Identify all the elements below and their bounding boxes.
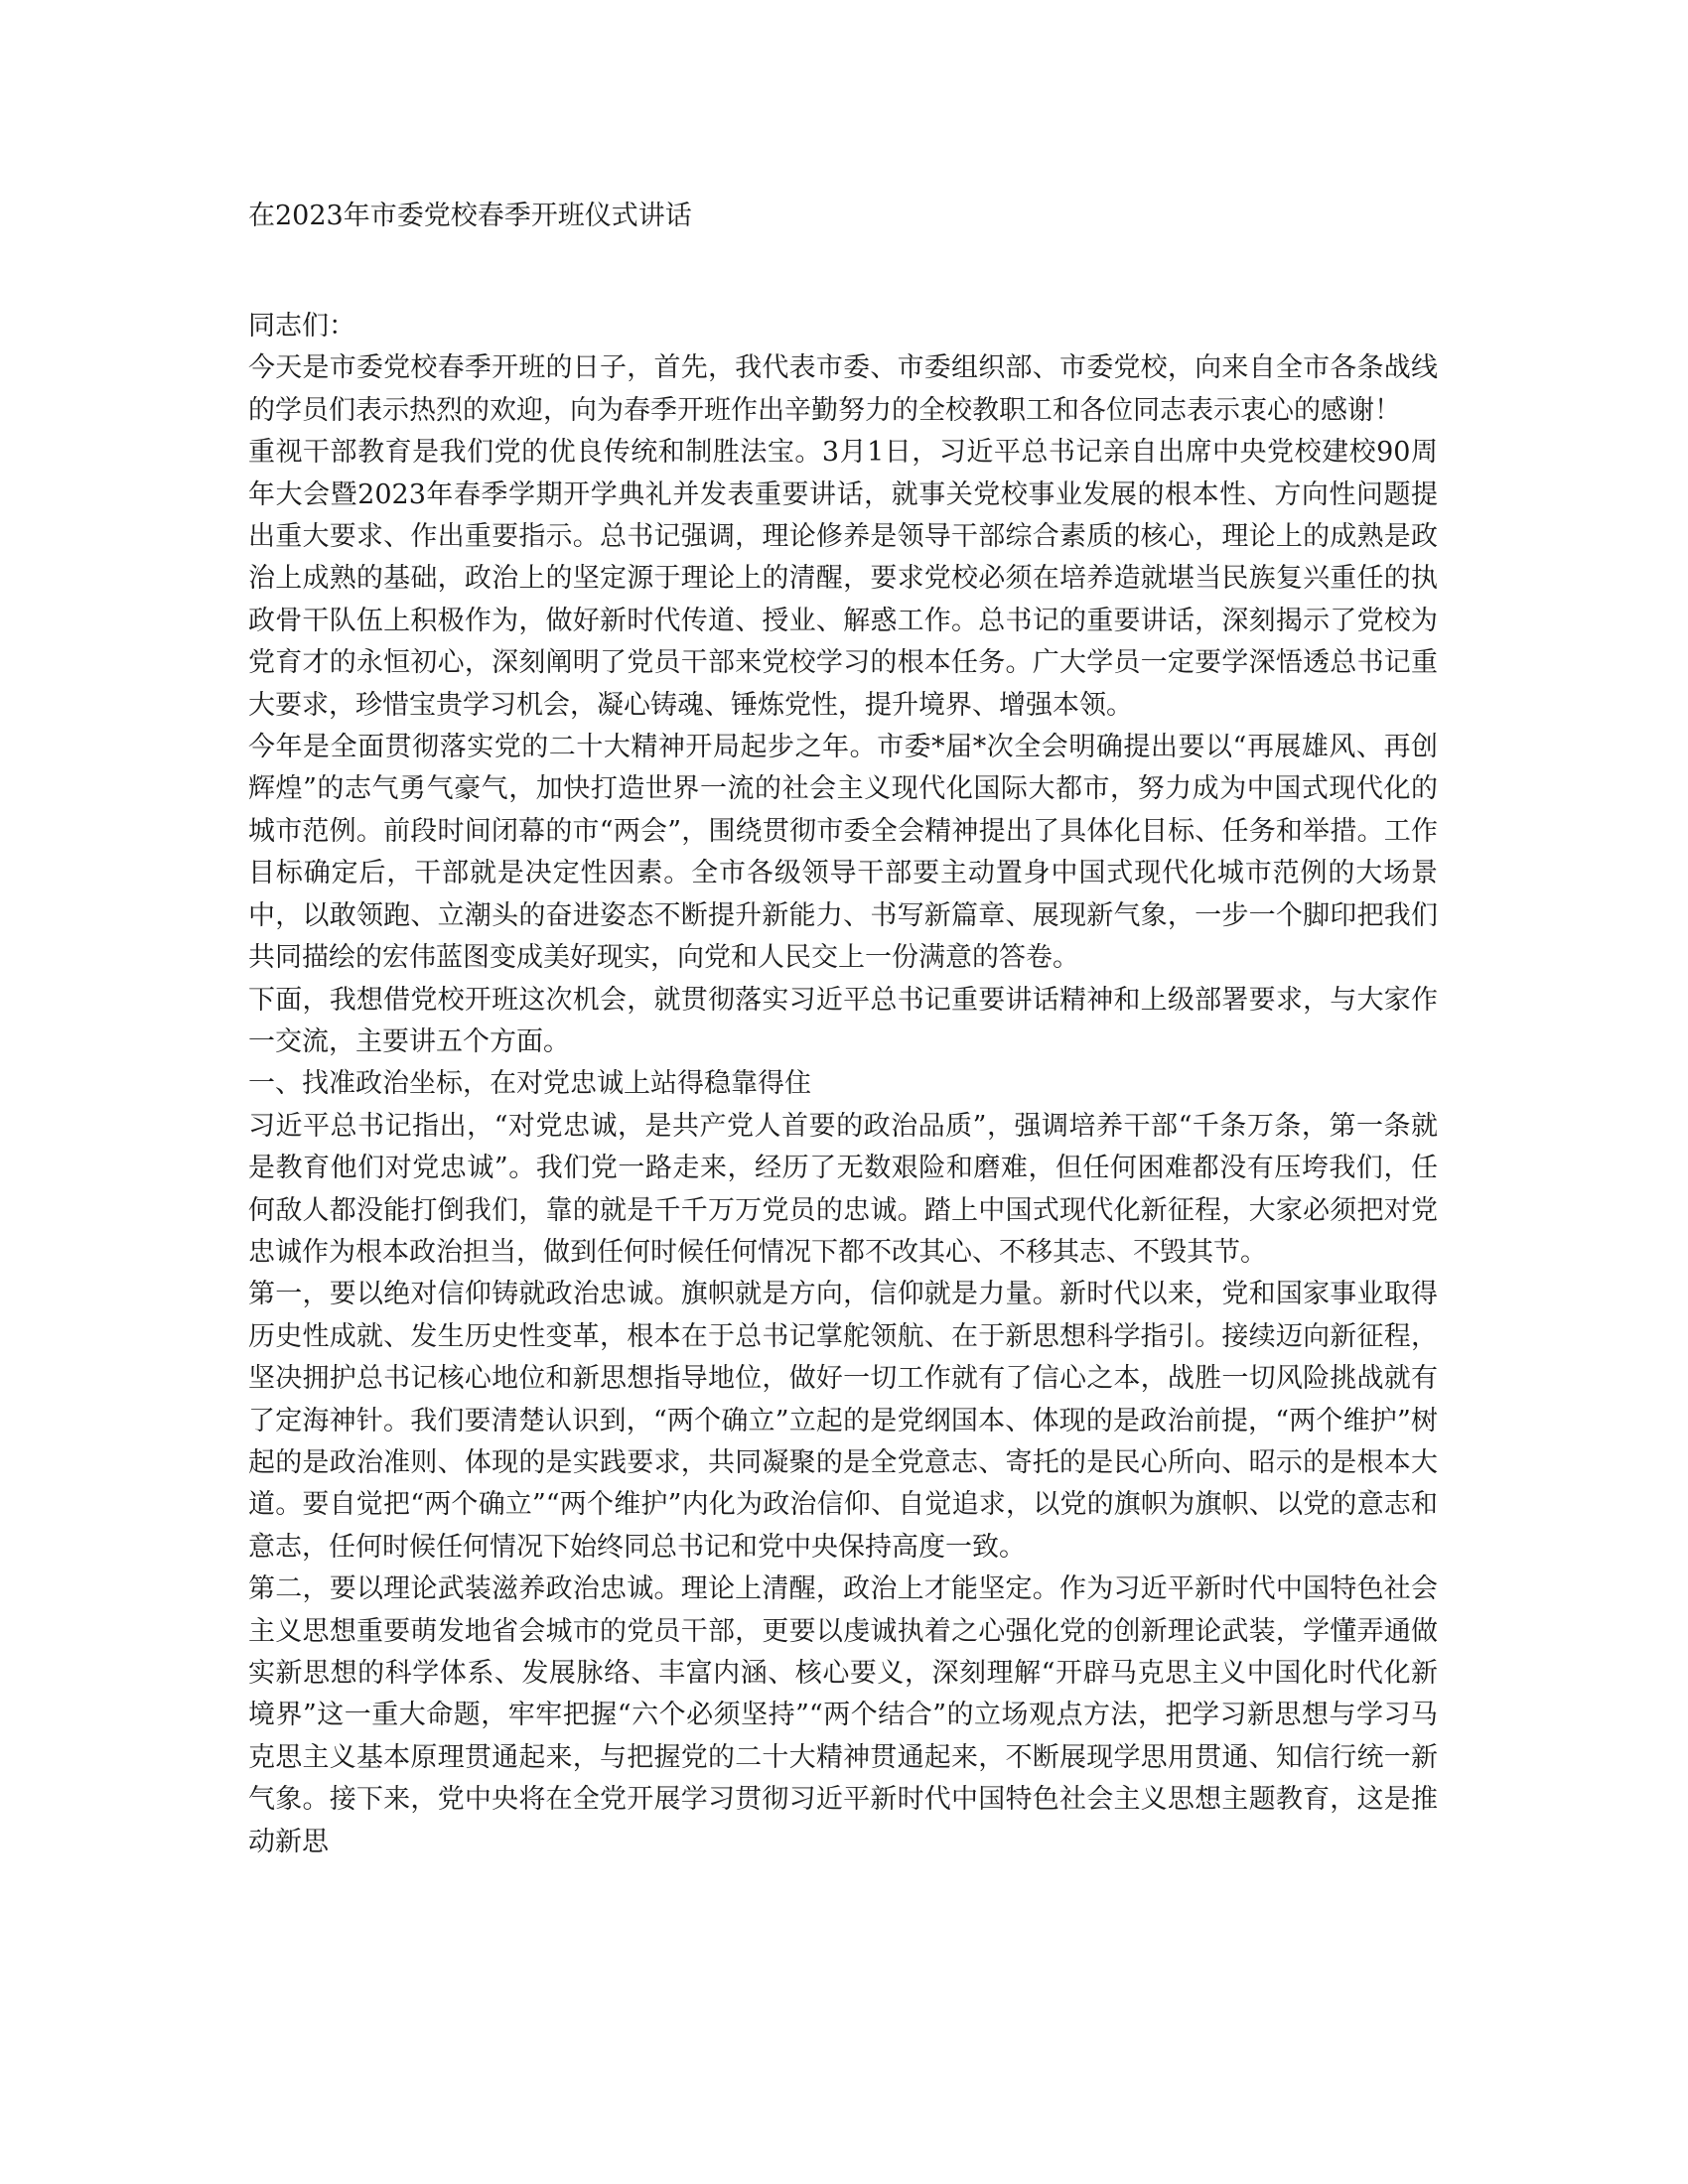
paragraph-cadre-education: 重视干部教育是我们党的优良传统和制胜法宝。3月1日，习近平总书记亲自出席中央党校建校90周年大会暨2023年春季学期开学典礼并发表重要讲话，就事关党校事业发展的根本性、方向性问题提出重大要求、作出重要指示。总书记强调，理论修养是领导干部综合素质的核心，理论上的成熟是政治上成熟的基础，政治上的坚定源于理论上的清醒，要求党校必须在培养造就堪当民族复兴重任的执政骨干队伍上积极作为，做好新时代传道、授业、解惑工作。总书记的重要讲话，深刻揭示了党校为党育才的永恒初心，深刻阐明了党员干部来党校学习的根本任务。广大学员一定要学深悟透总书记重大要求，珍惜宝贵学习机会，凝心铸魂、锤炼党性，提升境界、增强本领。 xyxy=(248,437,1438,721)
paragraph-this-year: 今年是全面贯彻落实党的二十大精神开局起步之年。市委*届*次全会明确提出要以“再展雄风、再创辉煌”的志气勇气豪气，加快打造世界一流的社会主义现代化国际大都市，努力成为中国式现代化的城市范例。前段时间闭幕的市“两会”，围绕贯彻市委全会精神提出了具体化目标、任务和举措。工作目标确定后，干部就是决定性因素。全市各级领导干部要主动置身中国式现代化城市范例的大场景中，以敢领跑、立潮头的奋进姿态不断提升新能力、书写新篇章、展现新气象，一步一个脚印把我们共同描绘的宏伟蓝图变成美好现实，向党和人民交上一份满意的答卷。 xyxy=(248,732,1438,974)
paragraph-point-2: 第二，要以理论武装滋养政治忠诚。理论上清醒，政治上才能坚定。作为习近平新时代中国特色社会主义思想重要萌发地省会城市的党员干部，更要以虔诚执着之心强化党的创新理论武装，学懂弄通做实新思想的科学体系、发展脉络、丰富内涵、核心要义，深刻理解“开辟马克思主义中国化时代化新境界”这一重大命题，牢牢把握“六个必须坚持”“两个结合”的立场观点方法，把学习新思想与学习马克思主义基本原理贯通起来，与把握党的二十大精神贯通起来，不断展现学思用贯通、知信行统一新气象。接下来，党中央将在全党开展学习贯彻习近平新时代中国特色社会主义思想主题教育，这是推动新思 xyxy=(248,1573,1438,1857)
paragraph-point-1: 第一，要以绝对信仰铸就政治忠诚。旗帜就是方向，信仰就是力量。新时代以来，党和国家事业取得历史性成就、发生历史性变革，根本在于总书记掌舵领航、在于新思想科学指引。接续迈向新征程，坚决拥护总书记核心地位和新思想指导地位，做好一切工作就有了信心之本，战胜一切风险挑战就有了定海神针。我们要清楚认识到，“两个确立”立起的是党纲国本、体现的是政治前提，“两个维护”树起的是政治准则、体现的是实践要求，共同凝聚的是全党意志、寄托的是民心所向、昭示的是根本大道。要自觉把“两个确立”“两个维护”内化为政治信仰、自觉追求，以党的旗帜为旗帜、以党的意志和意志，任何时候任何情况下始终同总书记和党中央保持高度一致。 xyxy=(248,1279,1438,1563)
paragraph-intro-five-aspects: 下面，我想借党校开班这次机会，就贯彻落实习近平总书记重要讲话精神和上级部署要求，与大家作一交流，主要讲五个方面。 xyxy=(248,984,1438,1057)
paragraph-loyalty: 习近平总书记指出，“对党忠诚，是共产党人首要的政治品质”，强调培养干部“千条万条，第一条就是教育他们对党忠诚”。我们党一路走来，经历了无数艰险和磨难，但任何困难都没有压垮我们，任何敌人都没能打倒我们，靠的就是千千万万党员的忠诚。踏上中国式现代化新征程，大家必须把对党忠诚作为根本政治担当，做到任何时候任何情况下都不改其心、不移其志、不毁其节。 xyxy=(248,1110,1438,1268)
document-title: 在2023年市委党校春季开班仪式讲话 xyxy=(248,201,692,231)
document-page xyxy=(248,0,1440,2184)
section-heading-1: 一、找准政治坐标，在对党忠诚上站得稳靠得住 xyxy=(248,1068,811,1100)
salutation: 同志们： xyxy=(248,311,355,341)
paragraph-welcome: 今天是市委党校春季开班的日子，首先，我代表市委、市委组织部、市委党校，向来自全市各条战线的学员们表示热烈的欢迎，向为春季开班作出辛勤努力的全校教职工和各位同志表示衷心的感谢！ xyxy=(248,352,1438,426)
document-body xyxy=(248,306,1438,1863)
